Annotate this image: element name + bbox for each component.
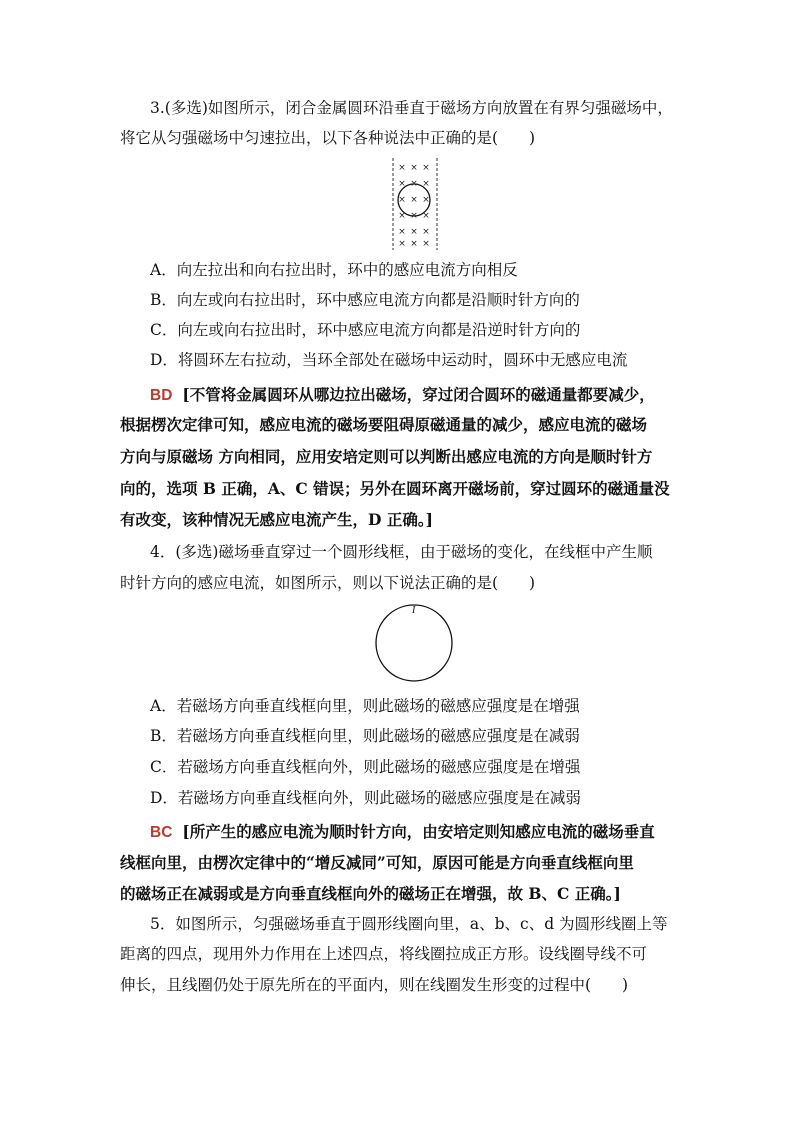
field-into-page-mark: × (422, 195, 430, 205)
q3-option-b: B．向左或向右拉出时，环中感应电流方向都是沿顺时针方向的 (150, 291, 580, 309)
q5-stem-line-2: 距离的四点，现用外力作用在上述四点，将线圈拉成正方形。设线圈导线不可 (120, 945, 648, 963)
field-into-page-mark: × (398, 195, 406, 205)
field-into-page-mark: × (410, 179, 418, 189)
field-into-page-mark: × (422, 163, 430, 173)
q4-explanation-2: 线框向里，由楞次定律中的“增反减同”可知，原因可能是方向垂直线框向里 (120, 853, 634, 872)
field-into-page-mark: × (398, 239, 406, 249)
q3-explanation-4: 向的，选项 B 正确，A、C 错误；另外在圆环离开磁场前，穿过圆环的磁通量没 (120, 479, 670, 498)
q3-option-d: D．将圆环左右拉动，当环全部处在磁场中运动时，圆环中无感应电流 (150, 351, 628, 369)
q3-option-a: A．向左拉出和向右拉出时，环中的感应电流方向相反 (150, 261, 518, 279)
field-into-page-mark: × (398, 163, 406, 173)
field-into-page-mark: × (422, 227, 430, 237)
q3-explanation-2: 根据楞次定律可知，感应电流的磁场要阻碍原磁通量的减少，感应电流的磁场 (120, 415, 648, 434)
field-into-page-mark: × (422, 239, 430, 249)
q4-explanation-1: [所产生的感应电流为顺时针方向，由安培定则知感应电流的磁场垂直 (182, 822, 655, 841)
q4-option-b: B．若磁场方向垂直线框向里，则此磁场的磁感应强度是在减弱 (150, 727, 580, 745)
field-into-page-mark: × (410, 227, 418, 237)
field-into-page-mark: × (422, 211, 430, 221)
q4-option-a: A．若磁场方向垂直线框向里，则此磁场的磁感应强度是在增强 (150, 697, 580, 715)
q4-stem-line-1: 4．(多选)磁场垂直穿过一个圆形线框，由于磁场的变化，在线框中产生顺 (150, 543, 653, 561)
q5-stem-line-1: 5．如图所示，匀强磁场垂直于圆形线圈向里，a、b、c、d 为圆形线圈上等 (150, 915, 668, 933)
q3-magnetic-field-figure (390, 158, 442, 250)
q3-explanation-1: [不管将金属圆环从哪边拉出磁场，穿过闭合圆环的磁通量都要减少， (182, 385, 655, 404)
q3-explanation-5: 有改变，该种情况无感应电流产生，D 正确。] (120, 510, 433, 529)
q4-coil-figure (372, 600, 456, 684)
field-into-page-mark: × (422, 179, 430, 189)
field-into-page-mark: × (398, 227, 406, 237)
field-into-page-mark: × (398, 211, 406, 221)
q3-explanation-3: 方向与原磁场 方向相同，应用安培定则可以判断出感应电流的方向是顺时针方 (120, 447, 653, 466)
q5-stem-line-3: 伸长，且线圈仍处于原先所在的平面内，则在线圈发生形变的过程中( ) (120, 976, 629, 994)
q4-option-d: D．若磁场方向垂直线框向外，则此磁场的磁感应强度是在减弱 (150, 789, 581, 807)
q4-stem-line-2: 时针方向的感应电流，如图所示，则以下说法正确的是( ) (120, 574, 536, 592)
field-into-page-mark: × (410, 239, 418, 249)
q3-stem-line-1: 3.(多选)如图所示，闭合金属圆环沿垂直于磁场方向放置在有界匀强磁场中， (150, 99, 673, 117)
q3-stem-line-2: 将它从匀强磁场中匀速拉出，以下各种说法中正确的是( ) (120, 129, 536, 147)
field-into-page-mark: × (410, 211, 418, 221)
field-into-page-mark: × (410, 163, 418, 173)
current-label-i: I (412, 605, 416, 616)
q3-option-c: C．向左或向右拉出时，环中感应电流方向都是沿逆时针方向的 (150, 321, 581, 339)
q4-explanation-3: 的磁场正在减弱或是方向垂直线框向外的磁场正在增强，故 B、C 正确。] (120, 884, 621, 903)
field-into-page-mark: × (410, 195, 418, 205)
q4-option-c: C．若磁场方向垂直线框向外，则此磁场的磁感应强度是在增强 (150, 758, 581, 776)
q4-answer-line (150, 822, 655, 843)
q4-answer-key: BC (150, 824, 173, 841)
q3-answer-key: BD (150, 387, 173, 404)
q3-answer-line (150, 385, 655, 406)
field-into-page-mark: × (398, 179, 406, 189)
